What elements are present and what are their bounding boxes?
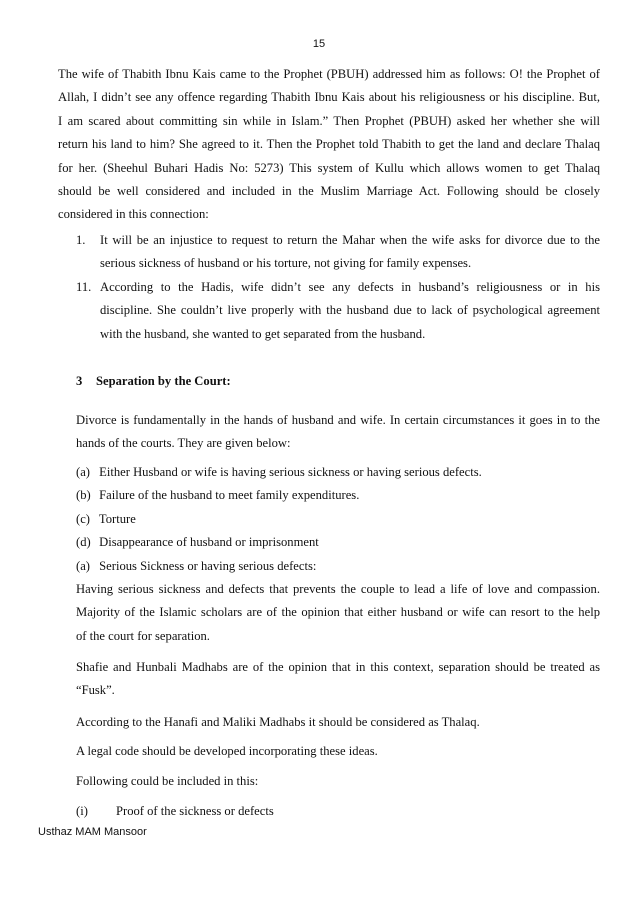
text-line: Divorce is fundamentally in the hands of husband and wife. In certain circumstances it goes in to the <box>76 413 600 427</box>
text-line: return his land to him? She agreed to it. Then the Prophet told Thabith to get the land and declare Thalaq <box>58 137 600 152</box>
item-text: Disappearance of husband or imprisonment <box>99 535 319 550</box>
item-text: Either Husband or wife is having serious sickness or having serious defects. <box>99 465 482 479</box>
text-line: A legal code should be developed incorporating these ideas. <box>76 744 378 758</box>
list-item <box>76 531 600 554</box>
item-label: (d) <box>76 535 91 550</box>
text-line <box>76 800 600 823</box>
legal-code-paragraph <box>76 740 600 763</box>
text-line: Shafie and Hunbali Madhabs are of the opinion that in this context, separation should be treated as <box>76 660 600 674</box>
text-line: of the court for separation. <box>76 628 210 643</box>
text-line: should be well considered and included in the Muslim Marriage Act. Following should be closely <box>58 184 600 199</box>
text-line: I am scared about committing sin while in Islam.” Then Prophet (PBUH) asked her whether she will <box>58 113 600 128</box>
text-line: Allah, I didn’t see any offence regarding Thabith Ibnu Kais about his religiousness or his discipline. But, <box>58 90 600 105</box>
item-label: (i) <box>76 804 88 818</box>
text-line: hands of the courts. They are given below: <box>76 436 291 451</box>
list-item <box>76 484 600 507</box>
text-line: It will be an injustice to request to return the Mahar when the wife asks for divorce due to the <box>100 233 600 247</box>
text-line: According to the Hanafi and Maliki Madhabs it should be considered as Thalaq. <box>76 715 480 729</box>
text-line: Having serious sickness and defects that prevents the couple to lead a life of love and compassion. <box>76 582 600 596</box>
list-item <box>76 555 600 578</box>
section-heading <box>76 374 231 389</box>
last-item <box>76 800 600 823</box>
text-line: The wife of Thabith Ibnu Kais came to the Prophet (PBUH) addressed him as follows: O! the Prophet of <box>58 67 600 81</box>
following-paragraph <box>76 770 600 793</box>
shafie-paragraph <box>76 656 600 703</box>
text-line: Majority of the Islamic scholars are of the opinion that either husband or wife can resort to the help <box>76 605 600 620</box>
grounds-list <box>76 461 600 578</box>
list-item <box>76 229 600 276</box>
item-label: (c) <box>76 511 90 526</box>
text-line: considered in this connection: <box>58 207 209 222</box>
item-text: Failure of the husband to meet family expenditures. <box>99 488 360 503</box>
divorce-paragraph <box>76 409 600 456</box>
intro-paragraph <box>58 63 600 227</box>
item-text: Torture <box>98 511 136 526</box>
text-line: Following could be included in this: <box>76 774 259 788</box>
text-line: “Fusk”. <box>76 683 115 698</box>
list-number: 1. <box>76 233 86 247</box>
item-text: Serious Sickness or having serious defects: <box>99 558 317 573</box>
section-number: 3 <box>76 374 83 388</box>
text-line: for her. (Sheehul Buhari Hadis No: 5273) This system of Kullu which allows women to get Thalaq <box>58 160 600 175</box>
sickness-paragraph <box>76 578 600 648</box>
text-line: serious sickness of husband or his torture, not giving for family expenses. <box>100 256 472 271</box>
hanafi-paragraph <box>76 711 600 734</box>
list-item <box>76 508 600 531</box>
section-title: Separation by the Court: <box>96 374 231 388</box>
text-line: discipline. She couldn’t live properly with the husband due to lack of psychological agreement <box>100 303 600 318</box>
numbered-list <box>76 229 600 346</box>
page-number: 15 <box>312 38 326 50</box>
text-line: According to the Hadis, wife didn’t see any defects in husband’s religiousness or in his <box>100 279 600 294</box>
item-label: (a) <box>76 465 90 479</box>
item-label: (b) <box>76 488 91 503</box>
list-item <box>76 461 600 484</box>
footer-author: Usthaz MAM Mansoor <box>38 826 147 838</box>
list-number: 11. <box>76 279 92 294</box>
list-item <box>76 276 600 346</box>
item-label: (a) <box>76 558 90 573</box>
text-line: with the husband, she wanted to get separated from the husband. <box>100 326 426 341</box>
item-text: Proof of the sickness or defects <box>116 804 274 818</box>
